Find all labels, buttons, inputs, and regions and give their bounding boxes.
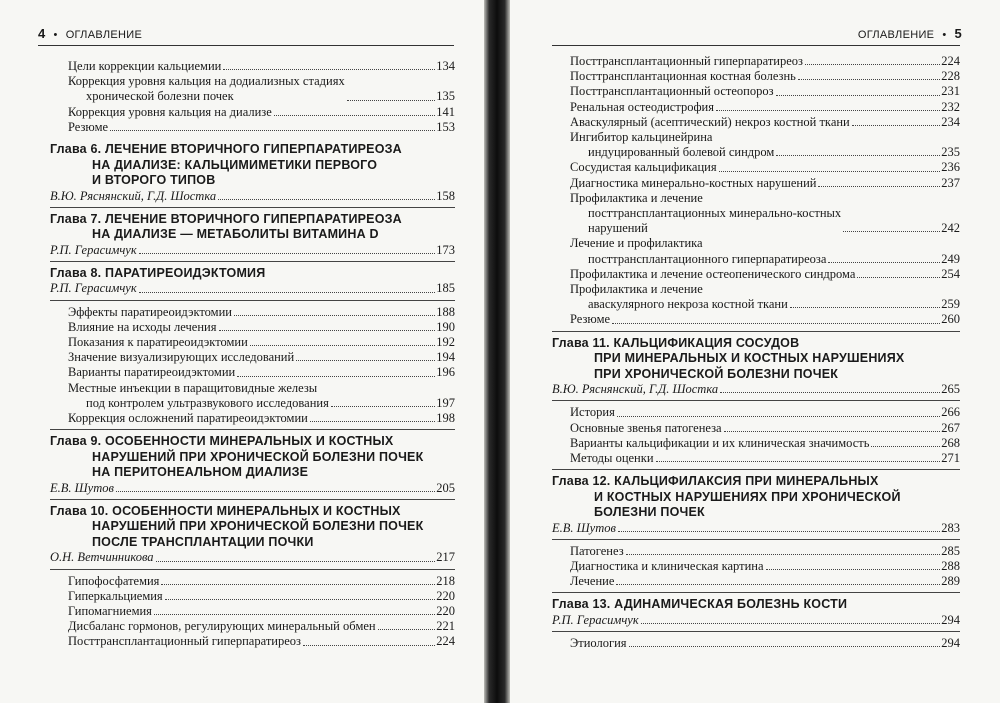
- toc-entry[interactable]: [552, 451, 960, 466]
- page-ref: 288: [941, 559, 960, 574]
- page-ref: 265: [941, 382, 960, 397]
- divider: [552, 631, 960, 632]
- dot-leader: [871, 446, 940, 447]
- page-ref: 173: [436, 242, 455, 257]
- dot-leader: [720, 392, 940, 393]
- book-gutter: [484, 0, 510, 703]
- page-ref: 285: [941, 543, 960, 558]
- toc-entry[interactable]: [552, 84, 960, 99]
- toc-text: Профилактика и лечение: [570, 282, 703, 297]
- toc-text: История: [570, 405, 615, 420]
- page-number: 4: [38, 26, 46, 41]
- page-ref: 218: [436, 573, 455, 588]
- dot-leader: [626, 554, 941, 555]
- toc-text: Глава 12. КАЛЬЦИФИЛАКСИЯ ПРИ МИНЕРАЛЬНЫХ: [552, 474, 879, 489]
- page-ref: 134: [436, 59, 455, 73]
- toc-text: Резюме: [68, 119, 109, 134]
- toc-entry[interactable]: [552, 130, 960, 160]
- dot-leader: [828, 262, 940, 263]
- toc-text: Профилактика и лечение остеопенического синдрома: [570, 266, 856, 281]
- dot-leader: [724, 431, 941, 432]
- page-ref: 185: [436, 281, 455, 296]
- toc-entry[interactable]: [552, 636, 960, 651]
- page-ref: 268: [941, 435, 960, 450]
- dot-leader: [843, 231, 940, 232]
- page-ref: 220: [436, 588, 455, 603]
- toc-text: Глава 11. КАЛЬЦИФИКАЦИЯ СОСУДОВ: [552, 335, 800, 350]
- toc-text: аваскулярного некроза костной ткани: [588, 297, 788, 312]
- toc-text: Значение визуализирующих исследований: [68, 350, 295, 365]
- toc-text: Варианты кальцификации и их клиническая значимость: [570, 435, 870, 450]
- toc-text: хронической болезни почек: [86, 89, 234, 104]
- divider: [552, 331, 960, 332]
- toc-entry[interactable]: [50, 574, 455, 589]
- author-name: Р.П. Герасимчук: [50, 242, 137, 257]
- toc-text: НАРУШЕНИЙ ПРИ ХРОНИЧЕСКОЙ БОЛЕЗНИ ПОЧЕК: [92, 449, 424, 464]
- dot-leader: [347, 100, 436, 101]
- toc-text: Гипомагниемия: [68, 604, 152, 619]
- toc-text: Глава 8. ПАРАТИРЕОИДЭКТОМИЯ: [50, 265, 266, 280]
- toc-text: Посттрансплантационный гиперпаратиреоз: [68, 634, 301, 649]
- toc-entry[interactable]: [552, 574, 960, 589]
- toc-entry[interactable]: [50, 350, 455, 365]
- dot-leader: [805, 64, 940, 65]
- toc-entry[interactable]: [50, 105, 455, 120]
- toc-text: НАРУШЕНИЙ ПРИ ХРОНИЧЕСКОЙ БОЛЕЗНИ ПОЧЕК: [92, 519, 424, 534]
- dot-leader: [116, 491, 435, 492]
- dot-leader: [274, 115, 435, 116]
- dot-leader: [857, 277, 940, 278]
- author-name: Р.П. Герасимчук: [552, 612, 639, 627]
- divider: [552, 400, 960, 401]
- chapter-10-title[interactable]: [50, 504, 455, 551]
- dot-leader: [852, 125, 941, 126]
- page-ref: 197: [436, 395, 455, 410]
- dot-leader: [310, 421, 435, 422]
- toc-entry[interactable]: [50, 411, 455, 426]
- author-name: В.Ю. Ряснянский, Г.Д. Шостка: [50, 188, 217, 203]
- toc-entry[interactable]: [552, 421, 960, 436]
- toc-text: Коррекция уровня кальция на додиализных стадиях: [68, 74, 345, 89]
- toc-text: Дисбаланс гормонов, регулирующих минеральный обмен: [68, 619, 376, 634]
- chapter-9-title[interactable]: [50, 434, 455, 481]
- dot-leader: [798, 79, 940, 80]
- toc-text: ПРИ МИНЕРАЛЬНЫХ И КОСТНЫХ НАРУШЕНИЯХ: [594, 351, 905, 366]
- dot-leader: [156, 561, 436, 562]
- page-ref: 158: [436, 188, 455, 203]
- left-running-header: [38, 26, 142, 41]
- author-name: В.Ю. Ряснянский, Г.Д. Шостка: [552, 382, 719, 397]
- dot-leader: [139, 253, 436, 254]
- toc-entry[interactable]: [50, 619, 455, 634]
- dot-leader: [656, 461, 941, 462]
- toc-text: Лечение: [570, 574, 615, 589]
- dot-leader: [818, 186, 940, 187]
- toc-entry[interactable]: [50, 74, 455, 104]
- toc-text: Ингибитор кальцинейрина: [570, 130, 713, 145]
- divider: [50, 499, 455, 500]
- right-running-header: [858, 26, 962, 41]
- toc-text: индуцированный болевой синдром: [588, 145, 775, 160]
- author-name: О.Н. Ветчинникова: [50, 550, 154, 565]
- toc-text: Влияние на исходы лечения: [68, 319, 217, 334]
- toc-text: Посттрансплантационный остеопороз: [570, 84, 774, 99]
- toc-entry[interactable]: [50, 59, 455, 74]
- toc-text: под контролем ультразвукового исследования: [86, 395, 329, 410]
- page-ref: 135: [436, 89, 455, 104]
- running-title: ОГЛАВЛЕНИЕ: [857, 29, 935, 41]
- page-ref: 294: [941, 612, 960, 627]
- dot-leader: [223, 69, 435, 70]
- chapter-12-title[interactable]: [552, 474, 960, 521]
- page-ref: 188: [436, 304, 455, 319]
- page-ref: 231: [941, 84, 960, 99]
- toc-text: И КОСТНЫХ НАРУШЕНИЯХ ПРИ ХРОНИЧЕСКОЙ: [594, 489, 901, 504]
- divider: [552, 539, 960, 540]
- toc-entry[interactable]: [552, 544, 960, 559]
- page-ref: 221: [436, 619, 455, 634]
- page-ref: 228: [941, 69, 960, 84]
- toc-text: Диагностика и клиническая картина: [570, 559, 764, 574]
- dot-leader: [250, 345, 435, 346]
- dot-leader: [218, 199, 435, 200]
- dot-leader: [139, 292, 436, 293]
- toc-entry[interactable]: [50, 335, 455, 350]
- dot-leader: [161, 584, 435, 585]
- toc-text: Цели коррекции кальциемии: [68, 59, 222, 73]
- toc-left: [50, 59, 455, 650]
- toc-entry[interactable]: [50, 604, 455, 619]
- toc-entry[interactable]: [50, 365, 455, 380]
- dot-leader: [110, 130, 435, 131]
- chapter-author[interactable]: [50, 281, 455, 296]
- page-ref: 153: [436, 119, 455, 134]
- page-ref: 232: [941, 99, 960, 114]
- author-name: Е.В. Шутов: [50, 480, 114, 495]
- running-title: ОГЛАВЛЕНИЕ: [65, 29, 143, 41]
- toc-text: ПОСЛЕ ТРАНСПЛАНТАЦИИ ПОЧКИ: [92, 534, 314, 549]
- page-ref: 196: [436, 365, 455, 380]
- toc-text: ПРИ ХРОНИЧЕСКОЙ БОЛЕЗНИ ПОЧЕК: [594, 366, 839, 381]
- toc-text: БОЛЕЗНИ ПОЧЕК: [594, 505, 705, 520]
- toc-text: Глава 10. ОСОБЕННОСТИ МИНЕРАЛЬНЫХ И КОСТНЫХ: [50, 503, 401, 518]
- chapter-author[interactable]: [552, 613, 960, 628]
- toc-text: посттрансплантационного гиперпаратиреоза: [588, 251, 827, 266]
- toc-text: Эффекты паратиреоидэктомии: [68, 304, 232, 319]
- chapter-7-title[interactable]: [50, 212, 455, 243]
- header-rule: [38, 45, 454, 46]
- page-ref: 267: [941, 420, 960, 435]
- dot-leader: [766, 569, 941, 570]
- right-page: [510, 0, 1000, 703]
- toc-entry[interactable]: [552, 405, 960, 420]
- toc-text: Гипофосфатемия: [68, 573, 160, 588]
- toc-entry[interactable]: [552, 191, 960, 237]
- left-page: [0, 0, 484, 703]
- toc-text: Варианты паратиреоидэктомии: [68, 365, 236, 380]
- bullet-icon: •: [53, 29, 58, 41]
- toc-text: Глава 7. ЛЕЧЕНИЕ ВТОРИЧНОГО ГИПЕРПАРАТИРЕОЗА: [50, 211, 402, 226]
- toc-entry[interactable]: [552, 100, 960, 115]
- divider: [552, 592, 960, 593]
- page-ref: 217: [436, 550, 455, 565]
- page-ref: 260: [941, 312, 960, 327]
- divider: [50, 261, 455, 262]
- page-ref: 237: [941, 175, 960, 190]
- page-ref: 205: [436, 480, 455, 495]
- toc-text: Сосудистая кальцификация: [570, 160, 717, 175]
- dot-leader: [165, 599, 436, 600]
- page-ref: 220: [436, 604, 455, 619]
- toc-text: НА ДИАЛИЗЕ: КАЛЬЦИМИМЕТИКИ ПЕРВОГО: [92, 157, 378, 172]
- dot-leader: [237, 376, 435, 377]
- toc-text: Методы оценки: [570, 450, 654, 465]
- toc-entry[interactable]: [552, 559, 960, 574]
- dot-leader: [719, 171, 941, 172]
- dot-leader: [378, 629, 436, 630]
- page-ref: 289: [941, 574, 960, 589]
- toc-text: Коррекция уровня кальция на диализе: [68, 104, 272, 119]
- toc-entry[interactable]: [552, 236, 960, 266]
- toc-entry[interactable]: [552, 267, 960, 282]
- toc-text: Гиперкальциемия: [68, 588, 163, 603]
- toc-text: Патогенез: [570, 543, 624, 558]
- dot-leader: [776, 95, 941, 96]
- toc-text: Этиология: [570, 636, 627, 651]
- dot-leader: [616, 584, 940, 585]
- divider: [50, 569, 455, 570]
- chapter-author[interactable]: [552, 382, 960, 397]
- toc-text: НА ПЕРИТОНЕАЛЬНОМ ДИАЛИЗЕ: [92, 465, 309, 480]
- author-name: Р.П. Герасимчук: [50, 281, 137, 296]
- toc-entry[interactable]: [50, 120, 455, 135]
- toc-text: Показания к паратиреоидэктомии: [68, 335, 248, 350]
- dot-leader: [154, 614, 435, 615]
- dot-leader: [776, 155, 940, 156]
- chapter-author[interactable]: [50, 243, 455, 258]
- page-ref: 266: [941, 405, 960, 420]
- page-ref: 254: [941, 266, 960, 281]
- page-ref: 271: [941, 450, 960, 465]
- chapter-author[interactable]: [50, 189, 455, 204]
- page-ref: 192: [436, 335, 455, 350]
- dot-leader: [629, 646, 941, 647]
- chapter-author[interactable]: [552, 521, 960, 536]
- toc-entry[interactable]: [552, 176, 960, 191]
- page-ref: 294: [941, 636, 960, 651]
- toc-entry[interactable]: [552, 436, 960, 451]
- page-ref: 198: [436, 411, 455, 426]
- dot-leader: [790, 307, 940, 308]
- dot-leader: [234, 315, 435, 316]
- page-ref: 194: [436, 350, 455, 365]
- dot-leader: [617, 416, 940, 417]
- bullet-icon: •: [942, 29, 947, 41]
- toc-entry[interactable]: [552, 282, 960, 312]
- toc-text: Резюме: [570, 312, 611, 327]
- toc-text: Диагностика минерально-костных нарушений: [570, 175, 817, 190]
- toc-text: Глава 9. ОСОБЕННОСТИ МИНЕРАЛЬНЫХ И КОСТНЫХ: [50, 434, 394, 449]
- chapter-13-title[interactable]: [552, 597, 960, 613]
- toc-text: Лечение и профилактика: [570, 236, 703, 251]
- toc-entry[interactable]: [50, 634, 455, 649]
- toc-text: Посттрансплантационный гиперпаратиреоз: [570, 54, 803, 68]
- toc-text: Ренальная остеодистрофия: [570, 99, 714, 114]
- author-name: Е.В. Шутов: [552, 520, 616, 535]
- divider: [50, 300, 455, 301]
- toc-text: нарушений: [588, 221, 648, 236]
- toc-entry[interactable]: [50, 305, 455, 320]
- toc-entry[interactable]: [552, 312, 960, 327]
- toc-text: Глава 13. АДИНАМИЧЕСКАЯ БОЛЕЗНЬ КОСТИ: [552, 597, 848, 612]
- divider: [552, 469, 960, 470]
- dot-leader: [641, 623, 941, 624]
- toc-text: Коррекция осложнений паратиреоидэктомии: [68, 411, 308, 426]
- chapter-11-title[interactable]: [552, 336, 960, 383]
- toc-entry[interactable]: [552, 69, 960, 84]
- toc-right: [552, 54, 960, 651]
- page-ref: 190: [436, 319, 455, 334]
- toc-entry[interactable]: [552, 160, 960, 175]
- page-ref: 234: [941, 114, 960, 129]
- page-ref: 242: [941, 221, 960, 236]
- dot-leader: [618, 531, 940, 532]
- toc-entry[interactable]: [50, 320, 455, 335]
- toc-entry[interactable]: [552, 115, 960, 130]
- toc-text: НА ДИАЛИЗЕ — МЕТАБОЛИТЫ ВИТАМИНА D: [92, 227, 379, 242]
- toc-entry[interactable]: [50, 589, 455, 604]
- toc-entry[interactable]: [552, 54, 960, 69]
- page-ref: 249: [941, 251, 960, 266]
- toc-text: Профилактика и лечение: [570, 190, 703, 205]
- toc-text: И ВТОРОГО ТИПОВ: [92, 173, 216, 188]
- page-ref: 224: [941, 54, 960, 68]
- divider: [50, 429, 455, 430]
- page-number: 5: [954, 26, 962, 41]
- page-ref: 141: [436, 104, 455, 119]
- toc-text: Глава 6. ЛЕЧЕНИЕ ВТОРИЧНОГО ГИПЕРПАРАТИРЕОЗА: [50, 142, 402, 157]
- toc-text: Основные звенья патогенеза: [570, 420, 722, 435]
- dot-leader: [612, 323, 940, 324]
- header-rule: [552, 45, 960, 46]
- dot-leader: [296, 360, 435, 361]
- page-ref: 259: [941, 297, 960, 312]
- page-ref: 236: [941, 160, 960, 175]
- toc-entry[interactable]: [50, 381, 455, 411]
- dot-leader: [303, 645, 435, 646]
- toc-text: Аваскулярный (асептический) некроз костной ткани: [570, 114, 850, 129]
- chapter-6-title[interactable]: [50, 142, 455, 189]
- chapter-8-title[interactable]: [50, 266, 455, 282]
- page-ref: 235: [941, 145, 960, 160]
- chapter-author[interactable]: [50, 550, 455, 565]
- page-ref: 283: [941, 520, 960, 535]
- toc-text: Местные инъекции в паращитовидные железы: [68, 380, 318, 395]
- chapter-author[interactable]: [50, 481, 455, 496]
- dot-leader: [331, 406, 435, 407]
- toc-text: Посттрансплантационная костная болезнь: [570, 69, 796, 84]
- dot-leader: [716, 110, 940, 111]
- dot-leader: [219, 330, 436, 331]
- toc-text: посттрансплантационных минерально-костных: [588, 206, 842, 221]
- page-ref: 224: [436, 634, 455, 649]
- divider: [50, 207, 455, 208]
